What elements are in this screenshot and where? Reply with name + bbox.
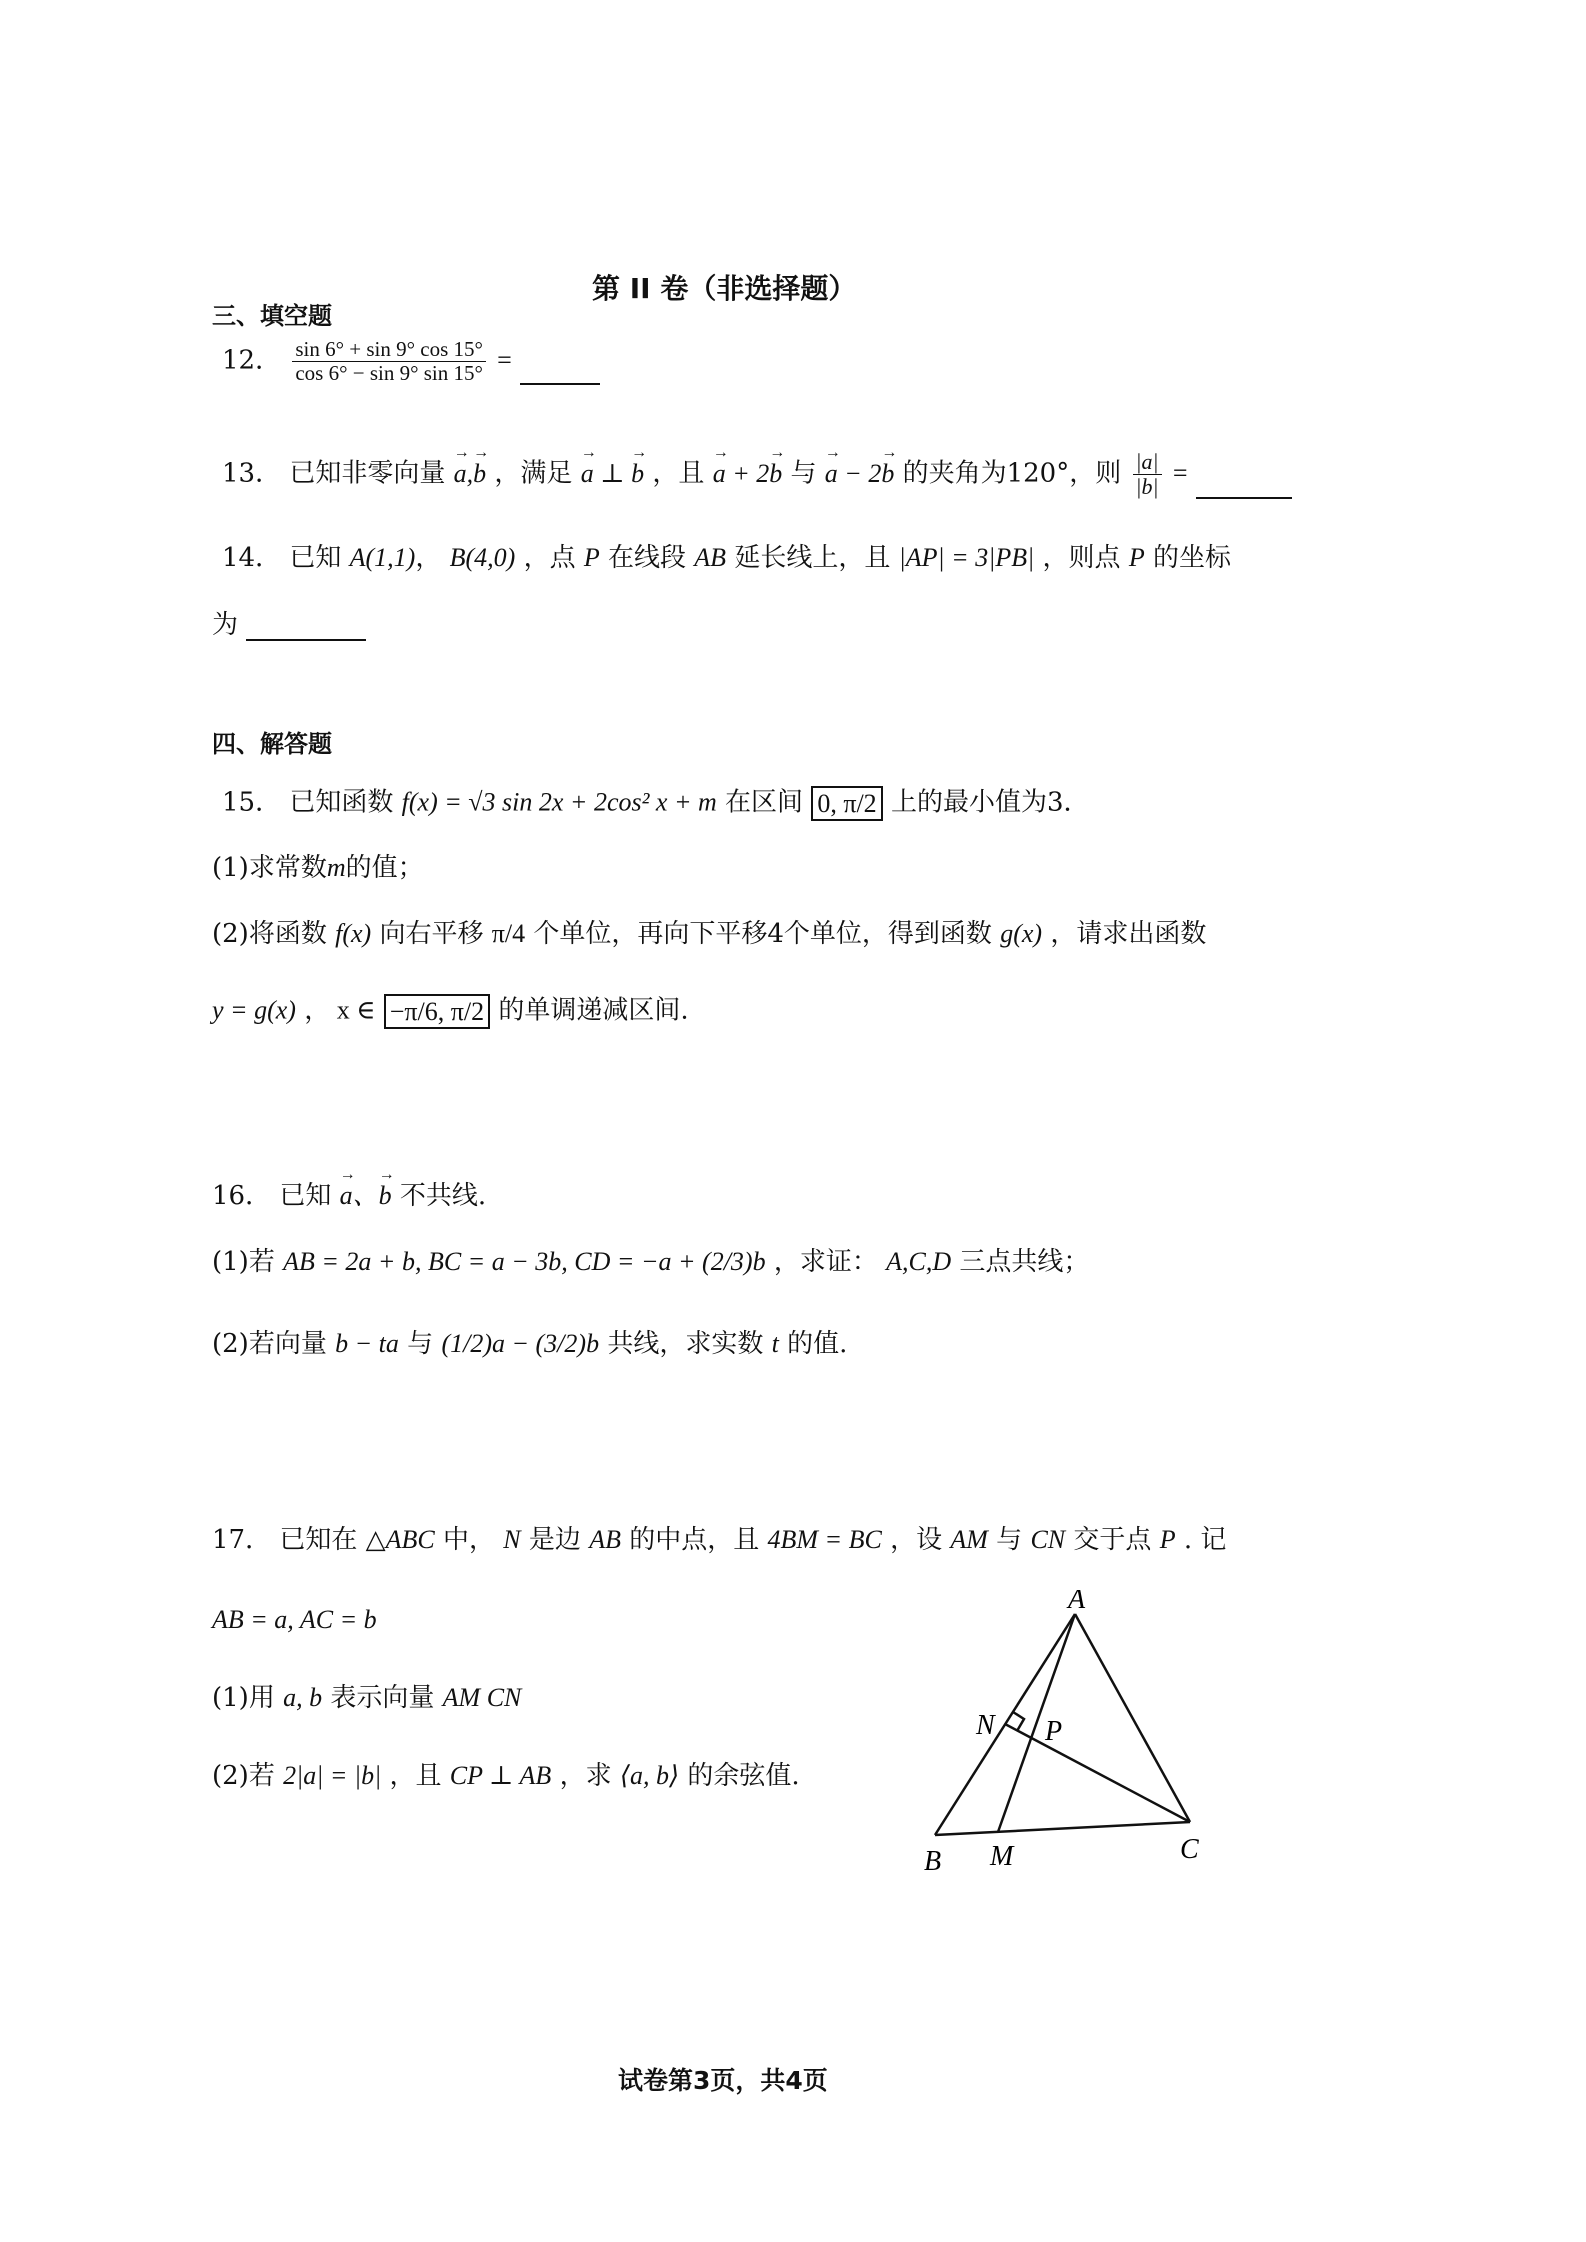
q13-vec-sum: → a + 2→ b — [713, 459, 783, 488]
q15-xin: ， x ∈ — [304, 995, 376, 1025]
q13-vec-diff: → a − 2→ b — [825, 459, 895, 488]
q17-am-cn: AM CN — [442, 1683, 522, 1712]
q15-interval: 0, π/2 — [811, 786, 882, 821]
q17-perp: CP ⊥ AB — [449, 1761, 552, 1790]
q13-number: 13． — [222, 458, 282, 489]
q17-part-2 — [212, 1760, 800, 1792]
q13-eq: = — [1172, 458, 1188, 488]
q13-text: 已知非零向量 — [289, 458, 446, 489]
q15-text: 的值； — [345, 853, 424, 883]
q16-text: 与 — [407, 1329, 434, 1359]
q15-text: 上的最小值为3． — [890, 787, 1090, 818]
q12-denominator: cos 6° − sin 9° sin 15° — [295, 361, 483, 386]
q16-text: 已知 — [279, 1181, 332, 1211]
segment-am — [998, 1614, 1075, 1832]
q14-point-b: B(4,0) — [449, 543, 516, 572]
q12-answer-blank[interactable] — [520, 383, 600, 385]
section-4-title: 四、解答题 — [212, 730, 332, 758]
side-bc — [935, 1822, 1190, 1835]
q16-part-2 — [212, 1328, 847, 1360]
q16-vectors: → a、→ b — [340, 1181, 392, 1210]
q16-expr-2: (1/2)a − (3/2)b — [441, 1329, 600, 1358]
q13-text: ，满足 — [494, 458, 573, 489]
q14-segment: AB — [694, 543, 727, 572]
q17-triangle-figure — [900, 1590, 1220, 1880]
q17-p: P — [1159, 1525, 1176, 1554]
q17-text: ，求 — [559, 1761, 612, 1791]
q14-point-p: P — [1128, 543, 1145, 572]
q15-text: ，请求出函数 — [1050, 919, 1207, 949]
q14-text: ，点 — [523, 543, 576, 573]
question-16 — [212, 1180, 486, 1212]
q17-cn: CN — [1030, 1525, 1066, 1554]
q17-number: 17． — [212, 1525, 272, 1555]
q16-text: ，求证： — [773, 1247, 878, 1277]
q16-t: t — [771, 1329, 779, 1358]
q16-points: A,C,D — [886, 1247, 952, 1276]
q15-fx: f(x) — [335, 919, 372, 948]
q17-condition: 4BM = BC — [767, 1525, 882, 1554]
q17-text: ，设 — [890, 1525, 943, 1555]
q15-part-2-line-2 — [212, 994, 689, 1029]
q13-text: 的夹角为120°，则 — [902, 458, 1122, 489]
q17-text: . 记 — [1183, 1525, 1227, 1555]
section-3-title: 三、填空题 — [212, 302, 332, 330]
q16-text: 三点共线； — [959, 1247, 1090, 1277]
q15-function: f(x) = √3 sin 2x + 2cos² x + m — [401, 787, 717, 817]
q13-ratio-num: |a| — [1133, 450, 1162, 475]
q17-ab-vectors: a, b — [283, 1683, 323, 1712]
q13-vectors: → a,→ b — [454, 459, 487, 488]
q15-ygx: y = g(x) — [212, 995, 296, 1025]
q15-text: 已知函数 — [289, 787, 394, 818]
q16-text: 不共线. — [399, 1181, 487, 1211]
q15-number: 15． — [222, 787, 282, 818]
q17-am: AM — [950, 1525, 988, 1554]
q16-text: 的值. — [787, 1329, 848, 1359]
q13-answer-blank[interactable] — [1196, 497, 1292, 499]
q16-part-1 — [212, 1246, 1089, 1278]
q14-text: 延长线上，且 — [734, 543, 891, 573]
q17-text: ，且 — [389, 1761, 442, 1791]
q13-ratio — [1133, 450, 1162, 499]
q14-text: 的坐标 — [1152, 543, 1231, 573]
label-b: B — [924, 1846, 942, 1877]
q16-expr: b − ta — [335, 1329, 399, 1358]
question-14: 14． 已知 A(1,1)， B(4,0) ，点 P 在线段 AB 延长线上，且 |AP| = 3|PB| ，则点 P 的坐标 — [222, 543, 1231, 573]
q14-text: 已知 — [289, 543, 342, 573]
question-17 — [212, 1524, 1226, 1556]
q12-numerator: sin 6° + sin 9° cos 15° — [292, 338, 486, 362]
q13-ratio-den: |b| — [1135, 474, 1159, 500]
q16-text: (1)若 — [212, 1247, 275, 1277]
q14-text: ，则点 — [1042, 543, 1121, 573]
q17-part-1 — [212, 1682, 521, 1714]
q14-number: 14． — [222, 543, 282, 573]
page-title: 第 II 卷（非选择题） — [592, 272, 857, 305]
question-13 — [222, 450, 1292, 499]
q17-text: 的中点，且 — [629, 1525, 760, 1555]
q17-text: 已知在 — [279, 1525, 358, 1555]
q15-text: 个单位，再向下平移4个单位，得到函数 — [533, 919, 992, 949]
q15-text: 向右平移 — [379, 919, 484, 949]
q17-text: 表示向量 — [330, 1683, 435, 1713]
q16-vector-eqs: AB = 2a + b, BC = a − 3b, CD = −a + (2/3)b — [283, 1247, 766, 1276]
q15-interval-2: −π/6, π/2 — [384, 994, 490, 1029]
question-12 — [222, 338, 600, 385]
q17-ab: AB — [589, 1525, 621, 1554]
question-15 — [222, 786, 1090, 821]
label-c: C — [1180, 1834, 1199, 1865]
q14-line-2 — [212, 610, 366, 641]
q16-text: 共线，求实数 — [607, 1329, 764, 1359]
label-n: N — [976, 1710, 995, 1741]
q15-shift: π/4 — [491, 919, 526, 948]
q17-text: 与 — [996, 1525, 1023, 1555]
label-m: M — [990, 1841, 1014, 1872]
q14-text: 在线段 — [608, 543, 687, 573]
q17-text: (2)若 — [212, 1761, 275, 1791]
q14-answer-blank[interactable] — [246, 639, 366, 641]
q17-n: N — [503, 1525, 521, 1554]
q15-m: m — [326, 853, 346, 882]
q14-point-p: P — [583, 543, 600, 572]
q15-text: 在区间 — [725, 787, 804, 818]
q12-number: 12． — [222, 345, 282, 376]
q17-text: 中， — [443, 1525, 496, 1555]
q15-text: (1)求常数 — [212, 853, 327, 883]
page-footer: 试卷第3页，共4页 — [618, 2066, 828, 2095]
q17-text: 是边 — [528, 1525, 581, 1555]
q15-text: (2)将函数 — [212, 919, 327, 949]
q17-text: (1)用 — [212, 1683, 275, 1713]
q17-text: 的余弦值. — [687, 1761, 800, 1791]
q14-condition: |AP| = 3|PB| — [898, 543, 1035, 572]
q13-text: ，且 — [652, 458, 705, 489]
q12-eq: = — [497, 345, 512, 375]
q17-condition-2: 2|a| = |b| — [283, 1761, 382, 1790]
q13-text: 与 — [790, 458, 817, 489]
q16-text: (2)若向量 — [212, 1329, 327, 1359]
q15-text: 的单调递减区间. — [498, 995, 689, 1026]
q12-fraction — [292, 338, 486, 385]
q15-part-1 — [212, 852, 424, 884]
label-p: P — [1045, 1716, 1063, 1747]
q14-point-a: A(1,1) — [349, 543, 416, 572]
q17-line-2: AB = a, AC = b — [212, 1605, 377, 1634]
q13-perp: → a ⊥ → b — [581, 459, 644, 488]
q17-text: 交于点 — [1073, 1525, 1152, 1555]
q17-angle: ⟨a, b⟩ — [619, 1761, 680, 1790]
q16-number: 16． — [212, 1181, 272, 1211]
q14-text: 为 — [212, 610, 239, 640]
q15-part-2 — [212, 918, 1206, 950]
q17-triangle: △ABC — [365, 1525, 435, 1554]
label-a: A — [1068, 1590, 1086, 1615]
q15-gx: g(x) — [1000, 919, 1043, 948]
